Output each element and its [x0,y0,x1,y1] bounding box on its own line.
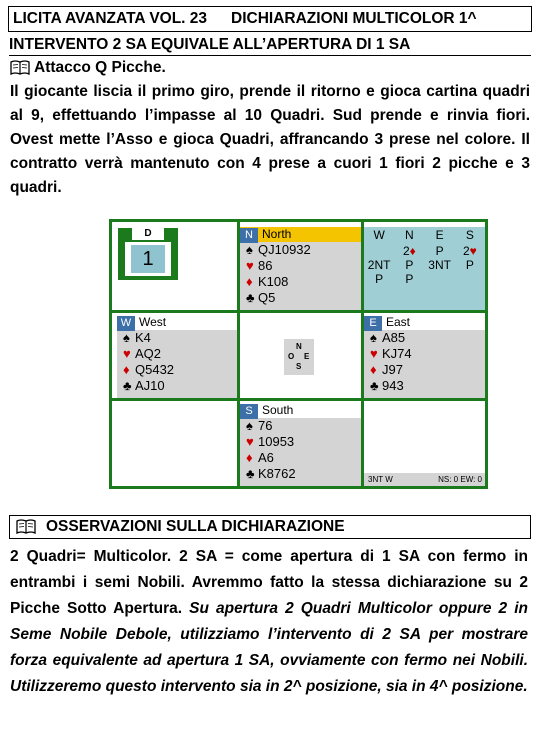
diamond-icon: ♦ [246,450,253,465]
bidding-header: W [373,228,385,242]
bridge-deal-board [109,219,488,489]
bidding-box [364,227,485,310]
bid-cell: 3NT [428,258,451,272]
west-hearts: AQ2 [135,346,162,361]
observations-normal: 2 Quadri= Multicolor. 2 SA = come apertura di 1 SA con fermo in entrambi i semi Nobili. Avremmo fatto la stessa dichiarazione su 2 Picche Sotto Apertura. [10,548,528,617]
spade-icon: ♠ [370,330,377,345]
south-spades: 76 [258,418,273,433]
compass-west: O [288,352,295,361]
board-number: 1 [131,245,165,273]
bid-cell: P [465,258,474,272]
west-name: West [139,315,167,329]
hand-north [240,227,361,310]
diamond-icon: ♦ [123,362,130,377]
observations-header [9,515,531,539]
bid-cell: P [405,258,414,272]
south-diamonds: A6 [258,450,274,465]
hand-south [240,403,361,486]
west-seat-label: W [117,316,135,331]
opening-lead-text: Attacco Q Picche. [34,59,166,76]
bid-cell [364,244,394,258]
compass-south: S [296,362,302,371]
spade-icon: ♠ [246,242,253,257]
dealer-label: D [132,228,164,240]
club-icon: ♣ [246,290,255,305]
board-divider [112,310,485,313]
header-book-title: LICITA AVANZATA VOL. 23 [13,10,208,27]
result-tricks: NS: 0 EW: 0 [438,475,482,484]
club-icon: ♣ [246,466,255,481]
board-number-box [118,228,178,280]
north-diamonds: K108 [258,274,289,289]
compass-rose [284,339,314,375]
bidding-header: N [405,228,414,242]
south-clubs: K8762 [258,466,296,481]
observations-title: OSSERVAZIONI SULLA DICHIARAZIONE [46,518,345,535]
open-book-icon [10,60,30,75]
west-spades: K4 [135,330,151,345]
north-name: North [262,227,292,241]
observations-italic: Su apertura 2 Quadri Multicolor oppure 2 in Seme Nobile Debole, utilizziamo l’intervento di 2 SA per mostrare forza equivalente ad apertura 1 SA, ovviamente con fermo nei Nobili. Utilizzeremo questo intervento sia in 2^ posizione, sia in 4^ posizione. [10,600,528,695]
east-clubs: 943 [382,378,404,393]
spade-icon: ♠ [123,330,130,345]
east-diamonds: J97 [382,362,403,377]
compass-north: N [296,342,302,351]
heart-icon: ♥ [370,346,378,361]
south-seat-label: S [240,404,258,419]
page-header [8,6,532,32]
result-contract: 3NT W [368,475,393,484]
compass-east: E [304,352,310,361]
bid-cell: P [435,244,444,258]
hand-east [364,315,485,398]
bidding-header: E [435,228,444,242]
south-name: South [262,403,294,417]
opening-lead [10,58,166,78]
heart-icon: ♥ [123,346,131,361]
hand-title: INTERVENTO 2 SA EQUIVALE ALL’APERTURA DI 1 SA [9,35,531,56]
bid-cell [455,272,485,286]
heart-icon: ♥ [246,258,254,273]
play-description: Il giocante liscia il primo giro, prende il ritorno e gioca cartina quadri al 9, effettuando l’impasse al 10 Quadri. Sud prende e rinvia fiori. Ovest mette l’Asso e gioca Quadri, affrancando 3 prese nel colore. Il contratto verrà mantenuto con 4 prese a cuori 1 fiori 2 picche e 3 quadri. [10,83,530,196]
header-section-title: DICHIARAZIONI MULTICOLOR 1^ [231,10,477,27]
bid-cell: 2♥ [462,244,477,258]
spade-icon: ♠ [246,418,253,433]
observations-text [10,544,528,700]
north-spades: QJ10932 [258,242,311,257]
diamond-icon: ♦ [370,362,377,377]
east-spades: A85 [382,330,406,345]
east-hearts: KJ74 [382,346,412,361]
board-divider [112,398,485,401]
north-seat-label: N [240,228,258,243]
hand-west [117,315,237,398]
east-seat-label: E [364,316,382,331]
north-hearts: 86 [258,258,273,273]
heart-icon: ♥ [246,434,254,449]
open-book-icon [16,519,36,534]
bid-cell: 2NT [367,258,391,272]
bid-cell: P [375,272,384,286]
north-clubs: Q5 [258,290,276,305]
west-diamonds: Q5432 [135,362,175,377]
east-name: East [386,315,411,329]
bidding-header: S [465,228,474,242]
diamond-icon: ♦ [246,274,253,289]
west-clubs: AJ10 [135,378,165,393]
bid-cell: P [405,272,414,286]
south-hearts: 10953 [258,434,295,449]
result-bar [364,473,485,486]
club-icon: ♣ [123,378,132,393]
bid-cell: 2♦ [402,244,416,258]
club-icon: ♣ [370,378,379,393]
bid-cell [425,272,455,286]
